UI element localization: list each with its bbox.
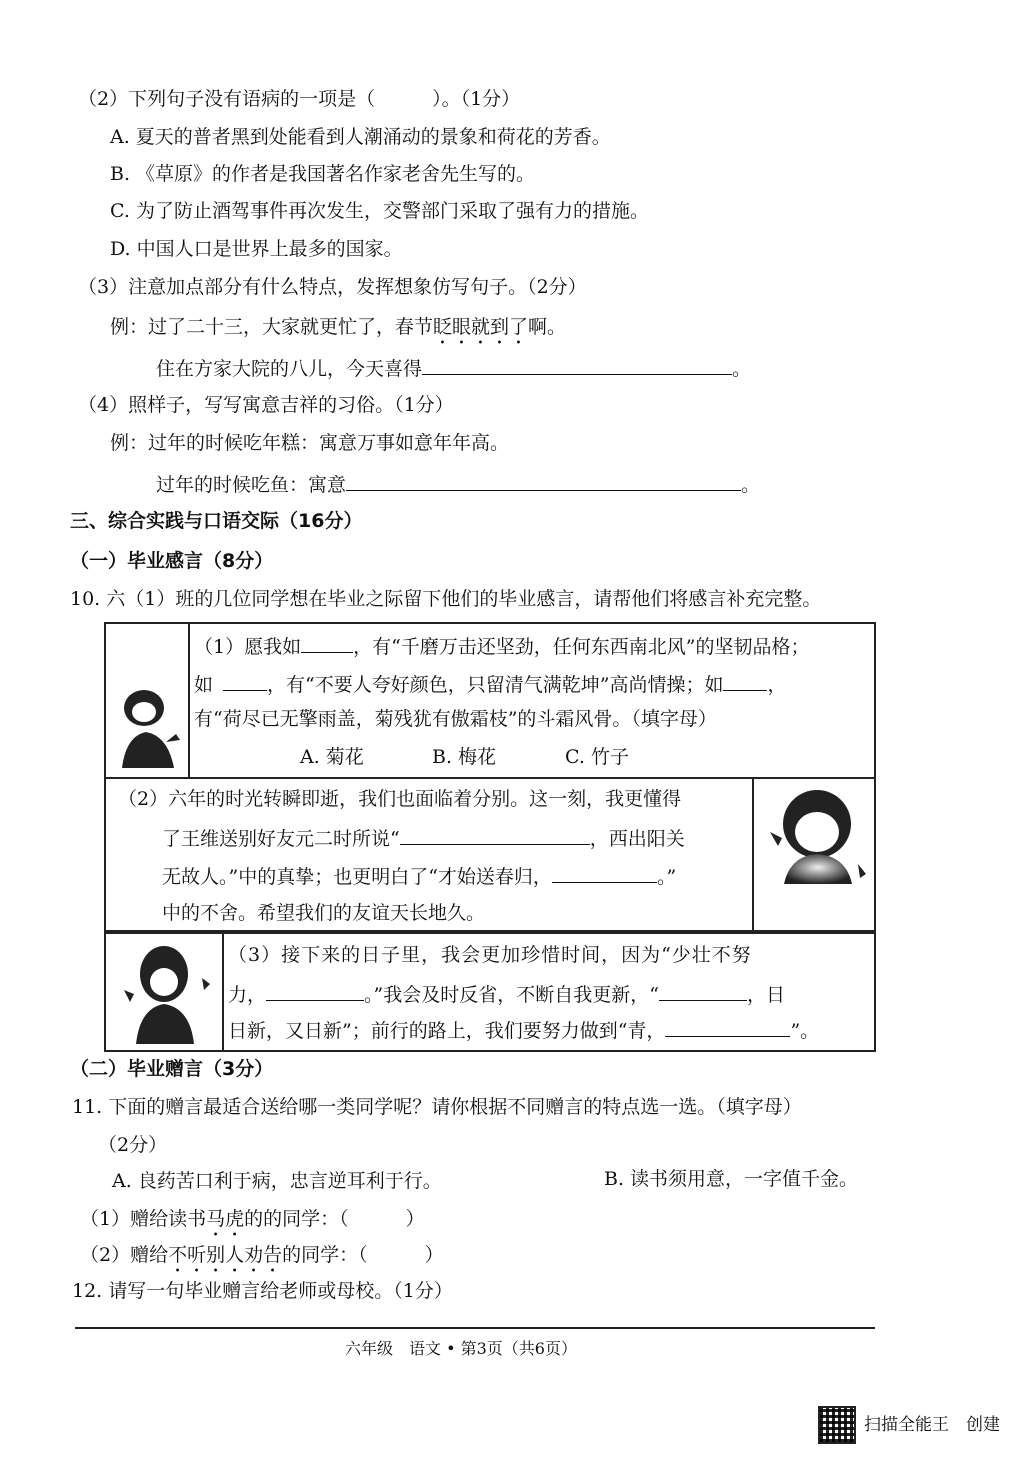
q10-option-a: A. 菊花: [300, 746, 364, 768]
q10-b3-l2b: 。”我会及时反省，不断自我更新，“: [364, 984, 659, 1006]
q11-sub-2: [80, 1242, 444, 1277]
q10-b2-l2b: ，西出阳关: [589, 828, 685, 850]
q10-box1-line1: [194, 632, 810, 660]
q10-b3-l2a: 力，: [228, 984, 267, 1006]
q11-s2-post: 的同学：（ ）: [282, 1244, 444, 1266]
q10-box3-line2: [228, 980, 785, 1008]
q10-option-c: C. 竹子: [565, 746, 629, 768]
q10-box-2-divider: [752, 777, 754, 932]
q3-example-dotted: 眨眼就到了: [433, 316, 529, 338]
q10-box2-line4: 中的不舍。希望我们的友谊天长地久。: [162, 902, 486, 924]
q10-b1-l2c: ，: [767, 674, 787, 696]
q10-b3-blank-3[interactable]: [665, 1016, 790, 1037]
qr-code-icon: [818, 1406, 856, 1444]
q10-b1-l2a: 如: [194, 674, 214, 696]
q11-s1-pre: （1）赠给读书: [80, 1208, 207, 1230]
q10-b1-blank-1[interactable]: [301, 632, 353, 653]
scanner-watermark: 扫描全能王 创建: [864, 1415, 1000, 1435]
q10-b1-l1a: （1）愿我如: [194, 636, 302, 658]
q3-example-post: 啊。: [528, 316, 567, 338]
q3-fill-line: [156, 354, 751, 382]
q10-box2-line2: [162, 824, 685, 852]
q2-option-d: D. 中国人口是世界上最多的国家。: [110, 238, 403, 260]
q10-box1-line2: [194, 670, 786, 698]
footer-rule: [75, 1327, 875, 1329]
q11-option-b: B. 读书须用意，一字值千金。: [604, 1168, 859, 1190]
q10-box3-line1: （3）接下来的日子里，我会更加珍惜时间，因为“少壮不努: [228, 944, 752, 966]
student-illustration-1: [112, 680, 184, 770]
q10-b1-l2b: ，有“不要人夸好颜色，只留清气满乾坤”高尚情操；如: [267, 674, 724, 696]
q10-b1-blank-3[interactable]: [723, 670, 767, 691]
q11-stem: 11. 下面的赠言最适合送给哪一类同学呢？请你根据不同赠言的特点选一选。（填字母）: [72, 1096, 802, 1118]
student-illustration-2: [762, 784, 868, 926]
q2-option-a: A. 夏天的普者黑到处能看到人潮涌动的景象和荷花的芳香。: [110, 126, 611, 148]
q2-stem: （2）下列句子没有语病的一项是（ ）。（1分）: [78, 88, 521, 110]
q11-sub-1: [80, 1206, 425, 1241]
q10-box1-line3: 有“荷尽已无擎雨盖，菊残犹有傲霜枝”的斗霜风骨。（填字母）: [194, 708, 717, 730]
q2-option-b: B. 《草原》的作者是我国著名作家老舍先生写的。: [110, 163, 536, 185]
q10-b2-l3b: 。”: [656, 866, 677, 888]
q10-stem: 10. 六（1）班的几位同学想在毕业之际留下他们的毕业感言，请帮他们将感言补充完整。: [70, 588, 822, 610]
q11-option-a: A. 良药苦口利于病，忠言逆耳利于行。: [112, 1170, 442, 1192]
q12-stem: 12. 请写一句毕业赠言给老师或母校。（1分）: [72, 1280, 453, 1302]
q10-box2-line3: [162, 862, 676, 890]
q10-b3-l3a: 日新，又日新”；前行的路上，我们要努力做到“青，: [228, 1020, 666, 1042]
q10-b2-l3a: 无故人。”中的真挚；也更明白了“才始送春归，: [162, 866, 552, 888]
q11-s1-dotted: 马虎: [206, 1208, 245, 1230]
q3-fill-text: 住在方家大院的八儿，今天喜得: [156, 358, 423, 380]
section-3-heading: 三、综合实践与口语交际（16分）: [70, 510, 363, 532]
q11-score: （2分）: [98, 1134, 168, 1156]
q10-b1-l1b: ，有“千磨万击还坚劲，任何东西南北风”的坚韧品格；: [353, 636, 810, 658]
q11-s1-post: 的的同学：（ ）: [244, 1208, 425, 1230]
q2-option-c: C. 为了防止酒驾事件再次发生，交警部门采取了强有力的措施。: [110, 200, 649, 222]
page-footer: 六年级 语文 • 第3页（共6页）: [345, 1339, 577, 1358]
q10-b1-blank-2[interactable]: [223, 670, 267, 691]
q10-box2-line1: （2）六年的时光转瞬即逝，我们也面临着分别。这一刻，我更懂得: [118, 788, 682, 810]
q4-example: 例：过年的时候吃年糕：寓意万事如意年年高。: [110, 432, 510, 454]
q11-s2-dotted: 不听别人劝告: [168, 1244, 283, 1266]
q10-b2-blank-2[interactable]: [552, 862, 657, 883]
q4-stem: （4）照样子，写写寓意吉祥的习俗。（1分）: [78, 394, 454, 416]
q10-b3-l2c: ，日: [746, 984, 785, 1006]
q3-stem: （3）注意加点部分有什么特点，发挥想象仿写句子。（2分）: [78, 276, 587, 298]
q10-b2-l2a: 了王维送别好友元二时所说“: [162, 828, 400, 850]
q10-b2-blank-1[interactable]: [400, 824, 590, 845]
q4-fill-line: [156, 470, 760, 498]
q10-box-1-divider: [188, 622, 190, 779]
subsection-2-heading: （二）毕业赠言（3分）: [70, 1058, 274, 1080]
q11-s2-pre: （2）赠给: [80, 1244, 169, 1266]
q10-b3-blank-2[interactable]: [659, 980, 747, 1001]
student-illustration-3: [118, 938, 214, 1046]
q10-option-b: B. 梅花: [432, 746, 497, 768]
q10-box-3-divider: [222, 932, 224, 1052]
q10-b3-blank-1[interactable]: [266, 980, 364, 1001]
q10-box3-line3: [228, 1016, 819, 1044]
q4-fill-text: 过年的时候吃鱼：寓意: [156, 474, 347, 496]
q4-fill-end: 。: [741, 474, 761, 496]
q10-b3-l3b: ”。: [790, 1020, 820, 1042]
subsection-1-heading: （一）毕业感言（8分）: [70, 550, 274, 572]
q3-example: [110, 314, 566, 349]
q3-fill-end: 。: [732, 358, 752, 380]
q3-answer-blank[interactable]: [422, 354, 732, 375]
q4-answer-blank[interactable]: [346, 470, 741, 491]
q3-example-pre: 例：过了二十三，大家就更忙了，春节: [110, 316, 434, 338]
